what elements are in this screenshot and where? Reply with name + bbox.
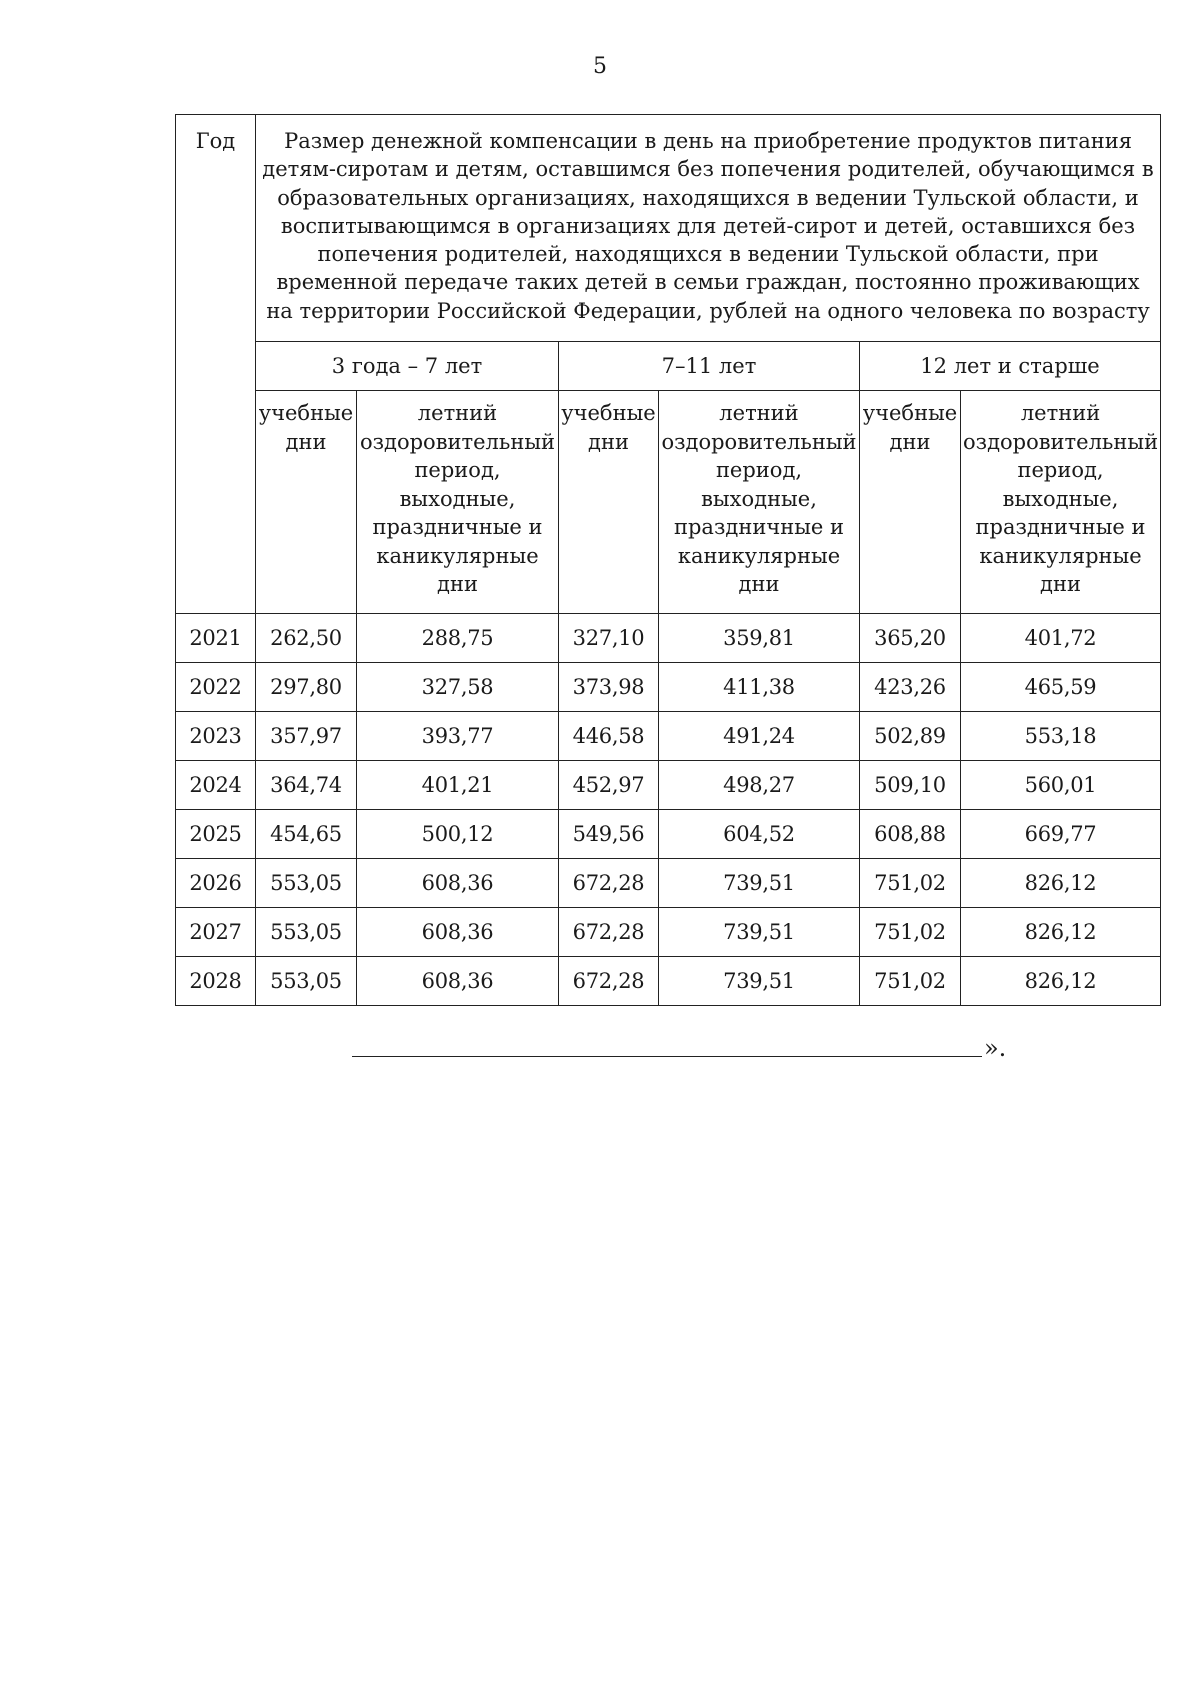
value-cell: 553,05 — [256, 957, 357, 1006]
value-cell: 327,10 — [559, 614, 659, 663]
value-cell: 491,24 — [659, 712, 860, 761]
year-column-header: Год — [176, 115, 256, 614]
value-cell: 739,51 — [659, 859, 860, 908]
table-row — [176, 663, 1161, 712]
page-number: 5 — [593, 54, 607, 79]
closing-rule — [352, 1056, 982, 1057]
value-cell: 553,05 — [256, 908, 357, 957]
year-cell: 2022 — [176, 663, 256, 712]
value-cell: 359,81 — [659, 614, 860, 663]
value-cell: 502,89 — [860, 712, 961, 761]
school-days-header: учебные дни — [860, 391, 961, 614]
table-row — [176, 761, 1161, 810]
school-days-header: учебные дни — [559, 391, 659, 614]
value-cell: 826,12 — [961, 957, 1161, 1006]
summer-period-header: летний оздоровительный период, выходные, праздничные и каникулярные дни — [659, 391, 860, 614]
value-cell: 401,21 — [357, 761, 559, 810]
value-cell: 411,38 — [659, 663, 860, 712]
value-cell: 739,51 — [659, 908, 860, 957]
value-cell: 751,02 — [860, 908, 961, 957]
year-cell: 2028 — [176, 957, 256, 1006]
value-cell: 401,72 — [961, 614, 1161, 663]
value-cell: 672,28 — [559, 859, 659, 908]
value-cell: 672,28 — [559, 908, 659, 957]
table-row — [176, 712, 1161, 761]
value-cell: 509,10 — [860, 761, 961, 810]
value-cell: 549,56 — [559, 810, 659, 859]
compensation-header: Размер денежной компенсации в день на приобретение продуктов питания детям-сиротам и детям, оставшимся без попечения родителей, обучающимся в образовательных организациях, находящихся в ведении Тульской области, и воспитывающимся в организациях для детей-сирот и детей, оставшихся без попечения родителей, находящихся в ведении Тульской области, при временной передаче таких детей в семьи граждан, постоянно проживающих на территории Российской Федерации, рублей на одного человека по возрасту — [256, 115, 1161, 342]
value-cell: 446,58 — [559, 712, 659, 761]
value-cell: 452,97 — [559, 761, 659, 810]
value-cell: 608,88 — [860, 810, 961, 859]
year-cell: 2027 — [176, 908, 256, 957]
value-cell: 560,01 — [961, 761, 1161, 810]
value-cell: 608,36 — [357, 859, 559, 908]
table-row — [176, 810, 1161, 859]
table-row — [176, 614, 1161, 663]
table-row — [176, 908, 1161, 957]
year-cell: 2021 — [176, 614, 256, 663]
value-cell: 826,12 — [961, 859, 1161, 908]
value-cell: 364,74 — [256, 761, 357, 810]
summer-period-header: летний оздоровительный период, выходные, праздничные и каникулярные дни — [357, 391, 559, 614]
table-row — [176, 859, 1161, 908]
value-cell: 373,98 — [559, 663, 659, 712]
value-cell: 498,27 — [659, 761, 860, 810]
value-cell: 423,26 — [860, 663, 961, 712]
value-cell: 393,77 — [357, 712, 559, 761]
value-cell: 465,59 — [961, 663, 1161, 712]
value-cell: 327,58 — [357, 663, 559, 712]
year-cell: 2026 — [176, 859, 256, 908]
summer-period-header: летний оздоровительный период, выходные, праздничные и каникулярные дни — [961, 391, 1161, 614]
school-days-header: учебные дни — [256, 391, 357, 614]
compensation-table — [175, 114, 1161, 1006]
value-cell: 604,52 — [659, 810, 860, 859]
value-cell: 454,65 — [256, 810, 357, 859]
value-cell: 553,18 — [961, 712, 1161, 761]
table-row — [176, 957, 1161, 1006]
age-group-12-plus: 12 лет и старше — [860, 342, 1161, 391]
value-cell: 365,20 — [860, 614, 961, 663]
value-cell: 297,80 — [256, 663, 357, 712]
value-cell: 751,02 — [860, 957, 961, 1006]
value-cell: 672,28 — [559, 957, 659, 1006]
year-cell: 2025 — [176, 810, 256, 859]
age-group-7-11: 7–11 лет — [559, 342, 860, 391]
closing-quote-mark: ». — [984, 1034, 1007, 1062]
value-cell: 751,02 — [860, 859, 961, 908]
value-cell: 739,51 — [659, 957, 860, 1006]
value-cell: 608,36 — [357, 957, 559, 1006]
value-cell: 500,12 — [357, 810, 559, 859]
age-group-3-7: 3 года – 7 лет — [256, 342, 559, 391]
value-cell: 669,77 — [961, 810, 1161, 859]
value-cell: 553,05 — [256, 859, 357, 908]
value-cell: 608,36 — [357, 908, 559, 957]
year-cell: 2024 — [176, 761, 256, 810]
value-cell: 288,75 — [357, 614, 559, 663]
value-cell: 262,50 — [256, 614, 357, 663]
year-cell: 2023 — [176, 712, 256, 761]
value-cell: 826,12 — [961, 908, 1161, 957]
value-cell: 357,97 — [256, 712, 357, 761]
